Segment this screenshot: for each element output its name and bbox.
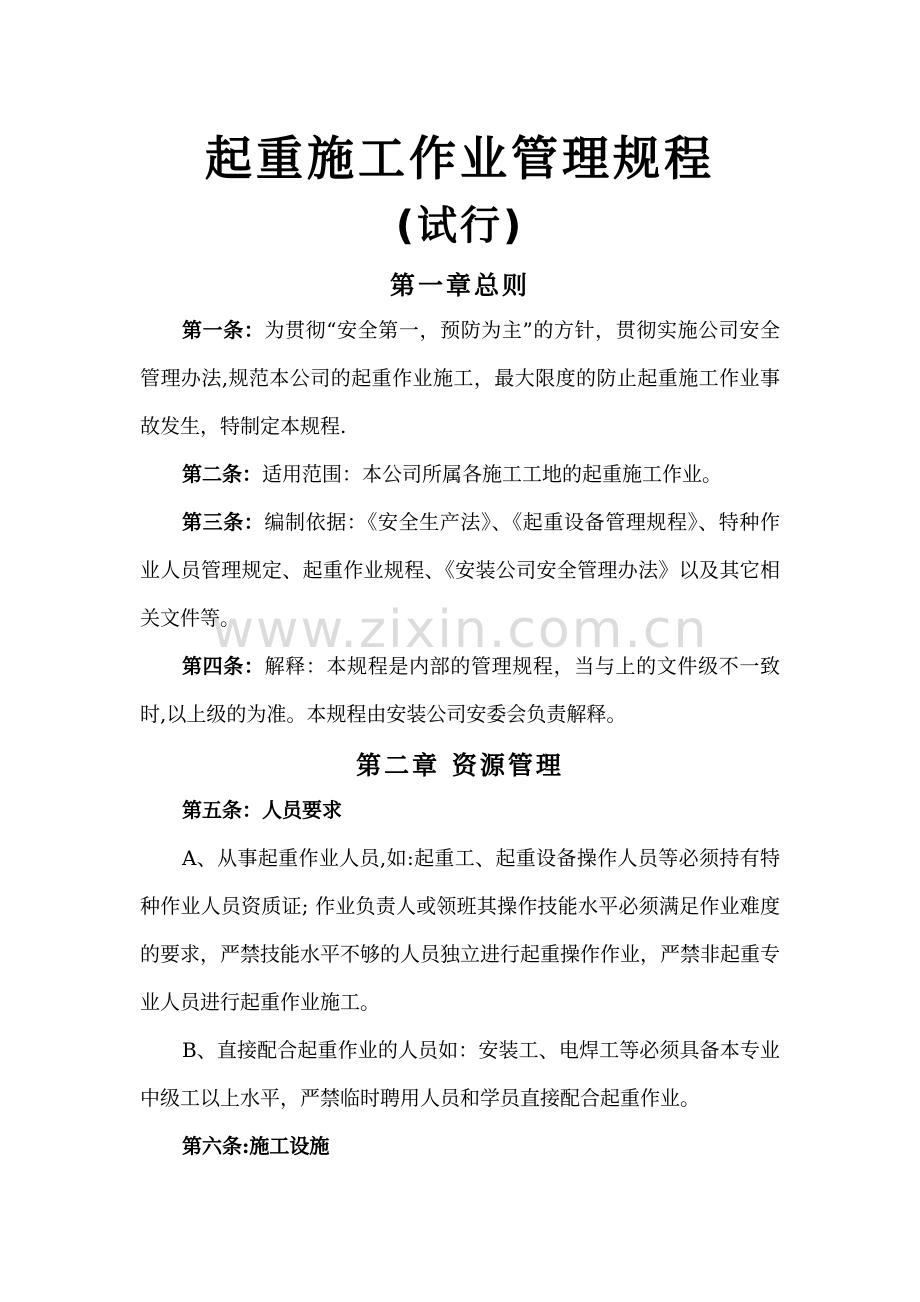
document-subtitle: (试行) <box>395 203 525 249</box>
chapter-2-heading: 第二章 资源管理 <box>356 751 564 780</box>
chapter-1-heading: 第一章总则 <box>389 271 530 300</box>
article-1-label: 第一条： <box>182 318 265 342</box>
article-5-item-a: A、从事起重作业人员,如:起重工、起重设备操作人员等必须持有特种作业人员资质证; 作业负责人或领班其操作技能水平必须满足作业难度的要求，严禁技能水平不够的人员独立进行起重操作作业，严禁非起重专业人员进行起重作业施工。 <box>140 846 780 1014</box>
article-3-text: 编制依据：《安全生产法》、《起重设备管理规程》、特种作业人员管理规定、起重作业规程、《安装公司安全管理办法》以及其它相关文件等。 <box>140 510 781 630</box>
document-title: 起重施工作业管理规程 <box>205 132 715 187</box>
article-3-label: 第三条： <box>182 510 265 534</box>
article-4-text: 解释：本规程是内部的管理规程，当与上的文件级不一致时,以上级的为准。本规程由安装公司安委会负责解释。 <box>140 654 781 726</box>
watermark: www.zixin.com.cn <box>211 600 709 660</box>
article-3 <box>140 498 780 642</box>
article-2-text: 适用范围：本公司所属各施工工地的起重施工作业。 <box>262 462 722 486</box>
article-1-text: 为贯彻“安全第一，预防为主”的方针，贯彻实施公司安全管理办法,规范本公司的起重作业施工，最大限度的防止起重施工作业事故发生，特制定本规程. <box>140 318 780 438</box>
article-5-heading: 第五条：人员要求 <box>182 798 342 822</box>
article-2-label: 第二条： <box>182 462 262 486</box>
article-4 <box>140 642 780 738</box>
article-1 <box>140 306 780 450</box>
article-5-item-b: B、直接配合起重作业的人员如：安装工、电焊工等必须具备本专业中级工以上水平，严禁临时聘用人员和学员直接配合起重作业。 <box>140 1038 780 1110</box>
article-4-label: 第四条： <box>182 654 265 678</box>
article-2 <box>140 450 780 498</box>
article-6-heading: 第六条:施工设施 <box>182 1134 330 1158</box>
